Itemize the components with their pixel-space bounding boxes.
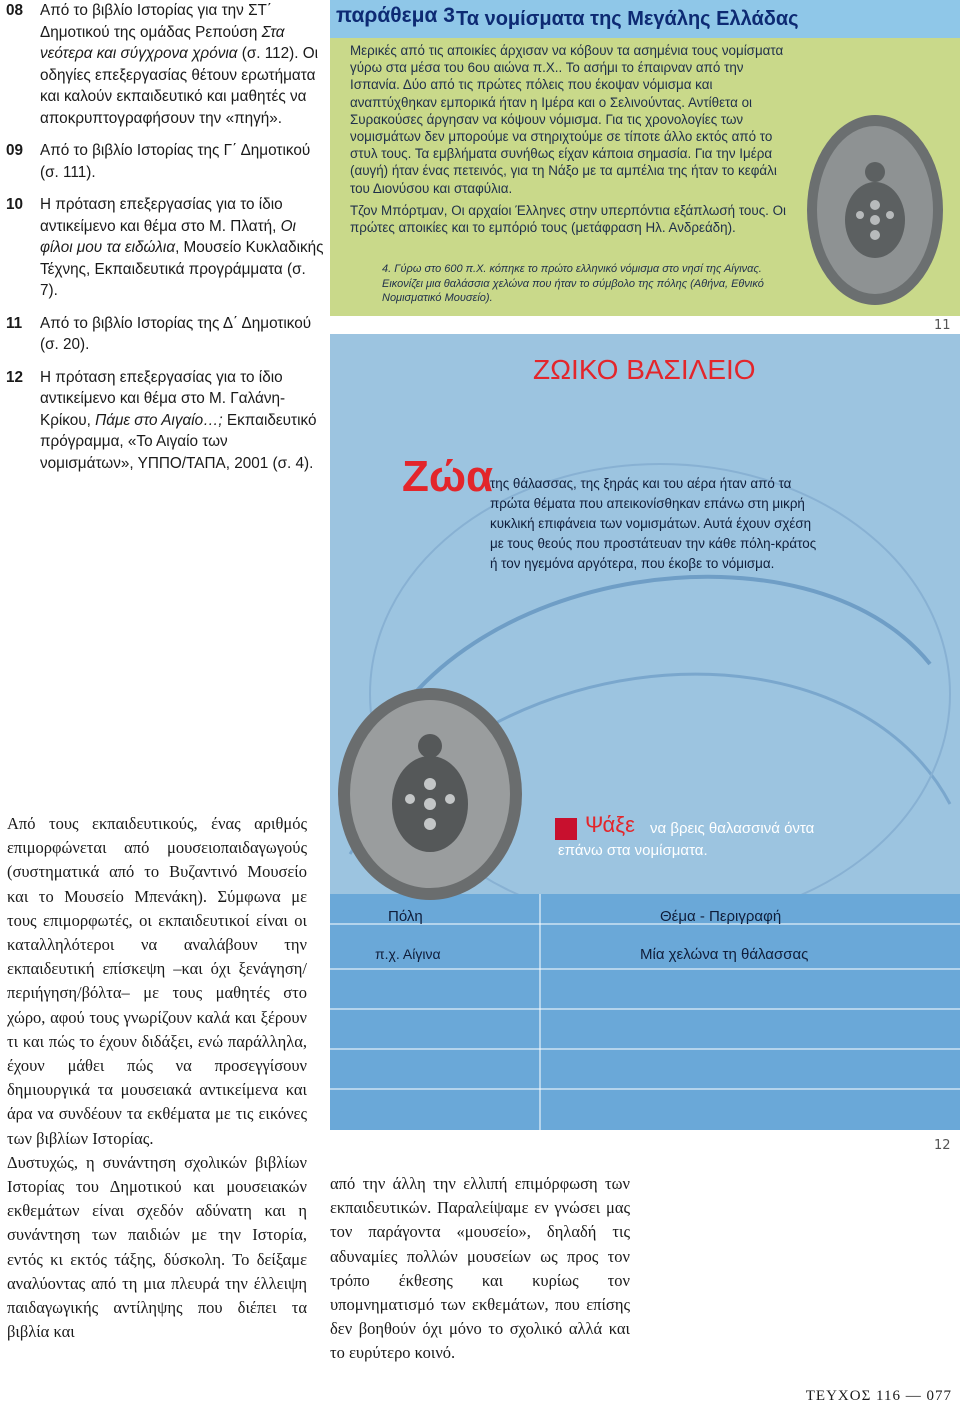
table-header-city: Πόλη (388, 908, 423, 925)
search-prompt-text-line2: επάνω στα νομίσματα. (558, 842, 708, 859)
note-text: Από το βιβλίο Ιστορίας της Δ΄ Δημοτικού (σ. 20). (40, 314, 312, 353)
note-text: (σ. 112). Οι οδηγίες επεξεργασίας θέτουν ερωτήματα και καλούν εκπαιδευτικό και μαθητές να αποκρυπτογραφήσουν την «πηγή». (40, 45, 319, 127)
body-paragraph: Δυστυχώς, η συνάντηση σχολικών βιβλίων Ιστορίας του Δημοτικού και μουσειακών εκθεμάτων είναι σχεδόν αδύνατη και η συνάντηση των παιδιών με την Ιστορία, εντός κι εκτός τάξης, δύσκολη. Το δείξαμε αναλύοντας από τη μια πλευρά την έλλειψη παιδαγωγικής αντίληψης που διέπει τα βιβλία και (7, 1152, 307, 1342)
note-text: Από το βιβλίο Ιστορίας για την ΣΤ΄ Δημοτικού της ομάδας Ρεπούση (40, 2, 272, 41)
notes-column (6, 0, 324, 485)
note-text: Η πρόταση επεξεργασίας για το ίδιο αντικείμενο και θέμα στο Μ. Πλατή, (40, 196, 283, 235)
body-column-middle (330, 1172, 630, 1366)
excerpt-title: Τα νομίσματα της Μεγάλης Ελλάδας (456, 8, 799, 30)
note-text: Εκπαιδευτικό πρόγραμμα, «Το Αιγαίο των νομισμάτων», ΥΠΠΟ/ΤΑΠΑ, 2001 (σ. 4). (40, 411, 317, 472)
note-number: 10 (6, 196, 24, 213)
body-column-left (7, 812, 307, 1344)
note-number: 12 (6, 368, 24, 386)
table-header-theme: Θέμα - Περιγραφή (660, 908, 782, 925)
textbook-excerpt-image (330, 0, 960, 316)
workbook-page-image (330, 334, 960, 1130)
note-text: , Μουσείο Κυκλαδικής Τέχνης, Εκπαιδευτικά προγράμματα (σ. 7). (40, 239, 324, 299)
note-text-italic: Στα νεότερα και σύγχρονα χρόνια (40, 23, 285, 62)
note-10 (6, 194, 324, 302)
note-number: 11 (6, 314, 23, 332)
excerpt-source: Τζον Μπόρτμαν, Οι αρχαίοι Έλληνες στην υπερπόντια εξάπλωσή τους. Οι πρώτες αποικίες και το εμπόριό τους (μετάφραση Ηλ. Ανδρεάδη). (350, 203, 786, 236)
note-09 (6, 140, 324, 183)
excerpt-tag: παράθεμα 3 (336, 4, 455, 27)
note-text-italic: Πάμε στο Αιγαίο…; (95, 411, 223, 429)
page-label-11: 11 (934, 318, 951, 333)
note-12 (6, 367, 324, 475)
note-number: 08 (6, 2, 24, 19)
note-11 (6, 313, 324, 356)
search-prompt-heading: Ψάξε (585, 812, 635, 837)
animals-heading: Ζώα (402, 452, 494, 501)
animals-text: της θάλασσας, της ξηράς και του αέρα ήταν από τα πρώτα θέματα που απεικονίσθηκαν επάνω στη μικρή κυκλική επιφάνεια των νομισμάτων. Αυτά έχουν σχέση με τους θεούς που προστάτευαν την κάθε πόλη-κράτος ή τον ηγεμόνα αργότερα, που έκοβε το νόμισμα. (490, 476, 817, 571)
body-paragraph: Από τους εκπαιδευτικούς, ένας αριθμός επιμορφώνεται από μουσειοπαιδαγωγούς (συστηματικά από το Βυζαντινό Μουσείο και το Μουσείο Μπενάκη). Σύμφωνα με τους επιμορφωτές, οι εκπαιδευτικοί είναι οι καταλληλότεροι να αναλάβουν την εκπαιδευτική επίσκεψη –και όχι ξενάγηση/περιήγηση/βόλτα– με τους μαθητές στο χώρο, αφού τους γνωρίζουν καλά και ξέρουν τι και πώς το έχουν διδάξει, ενώ παράλληλα, έχουν μάθει πώς να προσεγγίσουν δημιουργικά τα μουσειακά αντικείμενα και άρα να συνδέουν τα εκθέματα με τις εικόνες των βιβλίων Ιστορίας. (7, 814, 307, 1148)
section-title: ΖΩΙΚΟ ΒΑΣΙΛΕΙΟ (533, 354, 756, 385)
search-prompt-text: να βρεις θαλασσινά όντα (650, 820, 815, 837)
note-text: Από το βιβλίο Ιστορίας της Γ΄ Δημοτικού (σ. 111). (40, 142, 311, 181)
table-example-city: π.χ. Αίγινα (375, 946, 441, 962)
page-footer: ΤΕΥΧΟΣ 116 — 077 (805, 1388, 952, 1404)
table-example-theme: Μία χελώνα τη θάλασσας (640, 946, 809, 963)
ship-logo-icon (555, 818, 577, 840)
body-paragraph: από την άλλη την ελλιπή επιμόρφωση των εκπαιδευτικών. Παραλείψαμε εν γνώσει μας τον παράγοντα «μουσείο», δηλαδή τις αδυναμίες πολλών μουσείων ως προς τον τρόπο έκθεσης και κυρίως τον υπομνηματισμό των εκθεμάτων, που επίσης δεν βοηθούν όχι μόνο το σχολικό αλλά και το ευρύτερο κοινό. (330, 1174, 630, 1363)
page-label-12: 12 (934, 1138, 951, 1153)
excerpt-body: Μερικές από τις αποικίες άρχισαν να κόβουν τα ασημένια τους νομίσματα γύρω στα μέσα του 6ου αιώνα π.Χ.. Το ασήμι το έπαιρναν από την Ισπανία. Δύο από τις πρώτες πόλεις που έκοψαν νόμισμα και αναπτύχθηκαν εμπορικά ήταν η Ιμέρα και ο Σελινούντας. Αντίθετα οι Συρακούσες άργησαν να κόψουν νόμισμα. Για τις χρονολογίες των νομισμάτων δεν μπορούμε να στηριχτούμε σε τίποτε άλλο εκτός από το στυλ τους. Τα εμβλήματα συνήθως είχαν κάποια σημασία. Για την Ιμέρα (αυγή) ήταν ένας πετεινός, για τη Νάξο με τα αμπέλια της ήταν το κεφάλι του Διονύσου και σταφύλια. (350, 43, 784, 196)
note-text-italic: Οι φίλοι μου τα ειδώλια (40, 217, 296, 256)
note-text: Η πρόταση επεξεργασίας για το ίδιο αντικείμενο και θέμα στο Μ. Γαλάνη-Κρίκου, (40, 368, 286, 429)
excerpt-caption: 4. Γύρω στο 600 π.Χ. κόπηκε το πρώτο ελληνικό νόμισμα στο νησί της Αίγινας. Εικονίζει μια θαλάσσια χελώνα που ήταν το σύμβολο της πόλης (Αθήνα, Εθνικό Νομισματικό Μουσείο). (382, 263, 764, 304)
note-number: 09 (6, 142, 24, 159)
excerpt-header (330, 0, 960, 38)
turtle-coin-icon (800, 110, 950, 310)
note-08 (6, 0, 324, 129)
